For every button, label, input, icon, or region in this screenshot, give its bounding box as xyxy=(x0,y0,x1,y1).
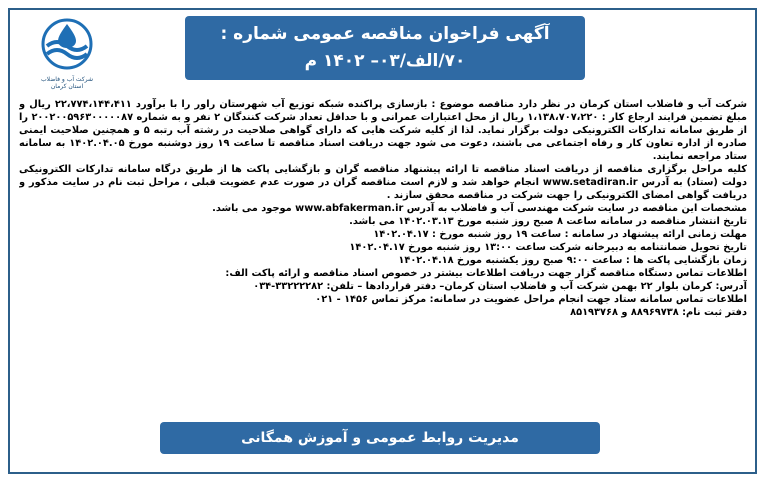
tender-notice xyxy=(8,8,757,474)
paragraph-publish-date: تاریخ انتشار مناقصه در سامانه ساعت ۸ صبح روز شنبه مورخ ۱۴۰۲.۰۳.۱۳ می باشد. xyxy=(349,216,747,227)
paragraph-deadline: مهلت زمانی ارائه پیشنهاد در سامانه : ساعت ۱۹ روز شنبه مورخ : ۱۴۰۲.۰۴.۱۷ xyxy=(373,229,747,240)
notice-body xyxy=(19,98,747,410)
paragraph-guarantee: تاریخ تحویل ضمانتنامه به دبیرخانه شرکت ساعت ۱۳:۰۰ روز شنبه مورخ ۱۴۰۲.۰۴.۱۷ xyxy=(349,242,747,253)
paragraph-contact-heading: اطلاعات تماس دستگاه مناقصه گزار جهت دریافت اطلاعات بیشتر در خصوص اسناد مناقصه و ارائه پاکت الف: xyxy=(225,268,747,279)
notice-title: آگهی فراخوان مناقصه عمومی شماره : xyxy=(220,24,550,44)
paragraph-procedure: کلیه مراحل برگزاری مناقصه از دریافت اسناد مناقصه تا ارائه پیشنهاد مناقصه گران و بازگشایی پاکت ها از طریق درگاه سامانه تدارکات الکترونیکی دولت (ستاد) به آدرس www.setadiran.ir انجام خواهد شد و لازم است مناقصه گران در صورت عدم عضویت قبلی ، مراحل ثبت نام در سایت مذکور و دریافت گواهی امضای الکترونیکی را جهت شرکت در مناقصه محقق سازند . xyxy=(19,164,747,201)
paragraph-specs: مشخصات این مناقصه در سایت شرکت مهندسی آب و فاضلاب به آدرس www.abfakerman.ir موجود می باشد. xyxy=(212,203,747,214)
title-banner xyxy=(185,16,585,80)
water-drop-logo-icon xyxy=(41,18,93,70)
notice-header xyxy=(10,10,755,92)
paragraph-opening: زمان بازگشایی پاکت ها : ساعت ۹:۰۰ صبح روز یکشنبه مورخ ۱۴۰۲.۰۴.۱۸ xyxy=(398,255,747,266)
notice-number: ۷۰/الف/۰۳– ۱۴۰۲ م xyxy=(304,51,466,71)
footer-banner: مدیریت روابط عمومی و آموزش همگانی xyxy=(160,422,600,454)
logo-caption: شرکت آب و فاضلاب استان کرمان xyxy=(40,76,94,90)
paragraph-setad-contact: اطلاعات تماس سامانه ستاد جهت انجام مراحل عضویت در سامانه: مرکز تماس ۱۴۵۶ - ۰۲۱ xyxy=(315,294,747,305)
paragraph-address: آدرس: کرمان بلوار ۲۲ بهمن شرکت آب و فاضلاب استان کرمان– دفتر قراردادها – تلفن: ۳۳۲۲۲۲۸۲-۰۳۴ xyxy=(253,281,747,292)
paragraph-intro: شرکت آب و فاضلاب استان کرمان در نظر دارد مناقصه موضوع : بازسازی پراکنده شبکه توزیع آب شهرستان راور را با برآورد ۲۲،۷۷۴،۱۴۴،۴۱۱ ریال و مبلغ تضمین فرایند ارجاع کار : ۱،۱۳۸،۷۰۷،۲۲۰ ریال از محل اعتبارات عمرانی و با حداقل تعداد شرکت کنندگان ۲ نفر و به شماره ۲۰۰۲۰۰۵۹۶۳۰۰۰۰۰۸۷ را از طریق سامانه تدارکات الکترونیکی دولت برگزار نماید. لذا از کلیه شرکت هایی که دارای گواهی صلاحیت در رشته آب رتبه ۵ و همچنین صلاحیت ایمنی صادره از اداره تعاون کار و رفاه اجتماعی می باشند، دعوت می شود جهت دریافت اسناد مناقصه تا ساعت ۱۹ روز دوشنبه مورخ ۱۴۰۲.۰۴.۰۵ به سامانه ستاد مراجعه نمایند. xyxy=(19,99,747,162)
paragraph-registration-office: دفتر ثبت نام: ۸۸۹۶۹۷۳۸ و ۸۵۱۹۳۷۶۸ xyxy=(570,307,747,318)
company-logo xyxy=(34,18,100,88)
